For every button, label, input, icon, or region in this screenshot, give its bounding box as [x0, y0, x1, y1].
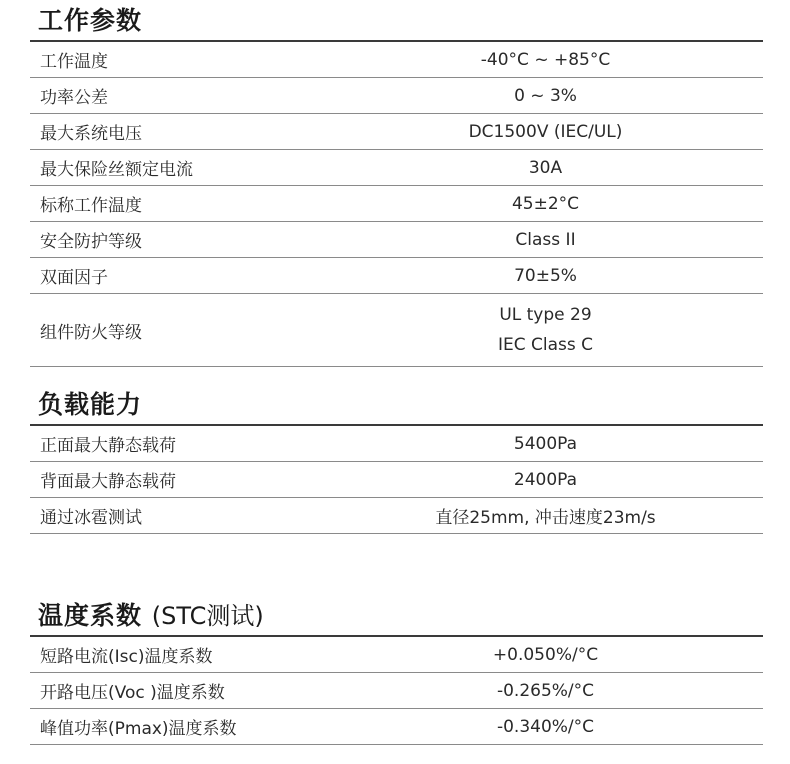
spec-table — [30, 426, 763, 534]
table-row — [30, 258, 763, 294]
value-line: IEC Class C — [497, 335, 594, 355]
row-value: -0.340%/°C — [328, 709, 763, 745]
row-value: 直径25mm, 冲击速度23m/s — [328, 498, 763, 534]
table-row — [30, 462, 763, 498]
row-label: 最大保险丝额定电流 — [30, 150, 328, 186]
row-label: 标称工作温度 — [30, 186, 328, 222]
table-row — [30, 222, 763, 258]
table-row — [30, 498, 763, 534]
row-label: 峰值功率(Pmax)温度系数 — [30, 709, 328, 745]
row-label: 短路电流(Isc)温度系数 — [30, 637, 328, 673]
section-title-suffix: (STC测试) — [151, 602, 264, 630]
table-row — [30, 709, 763, 745]
table-row — [30, 673, 763, 709]
table-row — [30, 78, 763, 114]
table-row — [30, 114, 763, 150]
row-value: DC1500V (IEC/UL) — [328, 114, 763, 150]
row-label: 双面因子 — [30, 258, 328, 294]
row-label: 安全防护等级 — [30, 222, 328, 258]
row-value: 30A — [328, 150, 763, 186]
table-row — [30, 637, 763, 673]
row-value: 2400Pa — [328, 462, 763, 498]
section-title — [30, 597, 763, 635]
row-value: Class II — [328, 222, 763, 258]
row-label: 通过冰雹测试 — [30, 498, 328, 534]
spec-table — [30, 637, 763, 745]
section-load-capacity — [30, 386, 763, 534]
row-label: 组件防火等级 — [30, 294, 328, 367]
table-row — [30, 426, 763, 462]
row-value: -0.265%/°C — [328, 673, 763, 709]
row-label: 功率公差 — [30, 78, 328, 114]
table-row — [30, 42, 763, 78]
row-label: 背面最大静态载荷 — [30, 462, 328, 498]
row-value: 45±2°C — [328, 186, 763, 222]
row-label: 开路电压(Voc )温度系数 — [30, 673, 328, 709]
section-temperature-coefficients — [30, 597, 763, 745]
row-value: -40°C ~ +85°C — [328, 42, 763, 78]
row-value: 5400Pa — [328, 426, 763, 462]
row-value: 70±5% — [328, 258, 763, 294]
section-title: 负载能力 — [38, 390, 143, 419]
table-row — [30, 150, 763, 186]
row-label: 最大系统电压 — [30, 114, 328, 150]
value-line: UL type 29 — [499, 305, 592, 325]
section-title-text: 温度系数 — [38, 601, 143, 630]
row-label: 正面最大静态载荷 — [30, 426, 328, 462]
table-row — [30, 294, 763, 367]
table-row — [30, 186, 763, 222]
spec-table — [30, 42, 763, 367]
row-label: 工作温度 — [30, 42, 328, 78]
row-value: +0.050%/°C — [328, 637, 763, 673]
section-title: 工作参数 — [38, 6, 143, 35]
row-value — [328, 294, 763, 367]
section-operating-parameters — [30, 2, 763, 367]
row-value: 0 ~ 3% — [328, 78, 763, 114]
